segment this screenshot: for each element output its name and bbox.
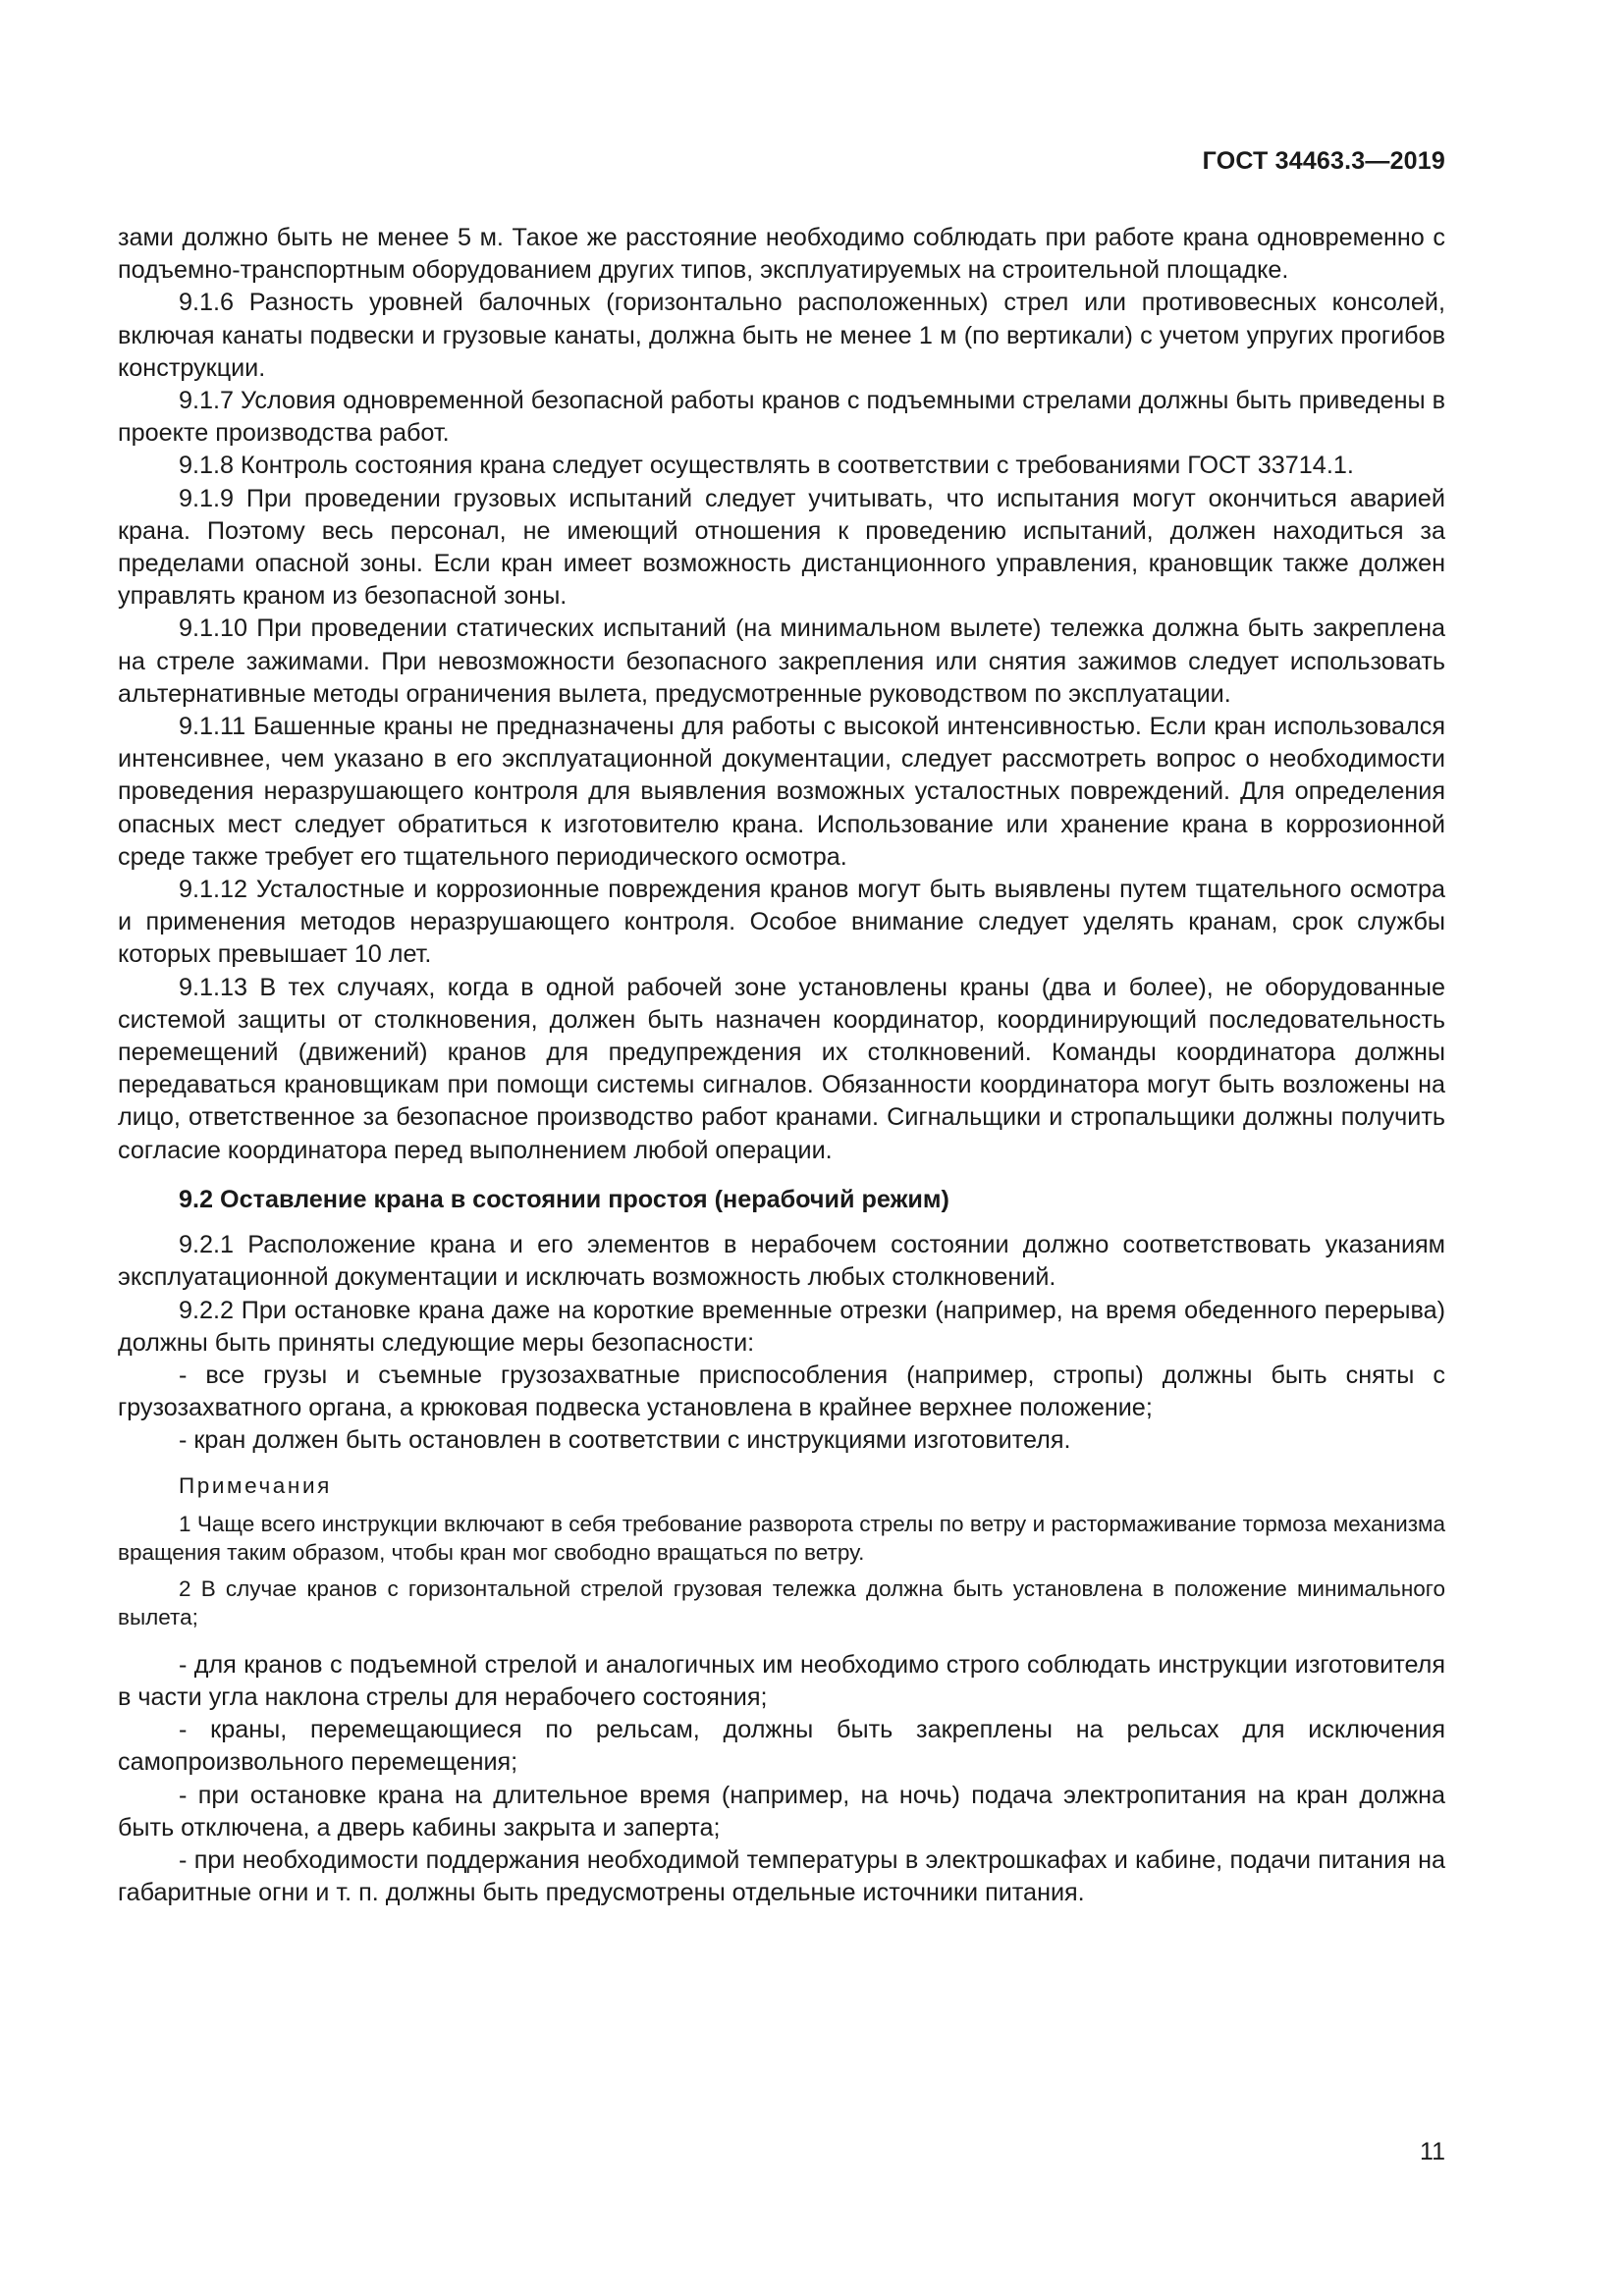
page-number: 11: [1420, 2138, 1445, 2165]
document-header: ГОСТ 34463.3—2019: [1202, 147, 1445, 175]
paragraph-9-2-2: 9.2.2 При остановке крана даже на короткие временные отрезки (например, на время обеденного перерыва) должны быть приняты следующие меры безопасности:: [118, 1296, 1445, 1357]
list-item: - все грузы и съемные грузозахватные приспособления (например, стропы) должны быть сняты с грузозахватного органа, а крюковая подвеска установлена в крайнее верхнее положение;: [118, 1361, 1445, 1422]
paragraph-9-1-8: 9.1.8 Контроль состояния крана следует осуществлять в соответствии с требованиями ГОСТ 33714.1.: [179, 452, 1354, 480]
paragraph-9-1-7: 9.1.7 Условия одновременной безопасной работы кранов с подъемными стрелами должны быть приведены в проекте производства работ.: [118, 387, 1445, 448]
list-item: - при необходимости поддержания необходимой температуры в электрошкафах и кабине, подачи питания на габаритные огни и т. п. должны быть предусмотрены отдельные источники питания.: [118, 1845, 1445, 1907]
page-body: [118, 222, 1445, 1909]
list-item: - при остановке крана на длительное время (например, на ночь) подача электропитания на кран должна быть отключена, а дверь кабины закрыта и заперта;: [118, 1781, 1445, 1842]
paragraph-9-1-6: 9.1.6 Разность уровней балочных (горизонтально расположенных) стрел или противовесных консолей, включая канаты подвески и грузовые канаты, должна быть не менее 1 м (по вертикали) с учетом упругих прогибов конструкции.: [118, 289, 1445, 382]
paragraph-9-1-10: 9.1.10 При проведении статических испытаний (на минимальном вылете) тележка должна быть закреплена на стреле зажимами. При невозможности безопасного закрепления или снятия зажимов следует использовать альтернативные методы ограничения вылета, предусмотренные руководством по эксплуатации.: [118, 614, 1445, 708]
paragraph-9-1-11: 9.1.11 Башенные краны не предназначены для работы с высокой интенсивностью. Если кран использовался интенсивнее, чем указано в его эксплуатационной документации, следует рассмотреть вопрос о необходимости проведения неразрушающего контроля для выявления возможных усталостных повреждений. Для определения опасных мест следует обратиться к изготовителю крана. Использование или хранение крана в коррозионной среде также требует его тщательного периодического осмотра.: [118, 713, 1445, 871]
list-item: - краны, перемещающиеся по рельсам, должны быть закреплены на рельсах для исключения самопроизвольного перемещения;: [118, 1716, 1445, 1777]
list-item: - для кранов с подъемной стрелой и аналогичных им необходимо строго соблюдать инструкции изготовителя в части угла наклона стрелы для нерабочего состояния;: [118, 1650, 1445, 1711]
spacer: [118, 1639, 1445, 1649]
paragraph-9-1-12: 9.1.12 Усталостные и коррозионные повреждения кранов могут быть выявлены путем тщательного осмотра и применения методов неразрушающего контроля. Особое внимание следует уделять кранам, срок службы которых превышает 10 лет.: [118, 876, 1445, 969]
note-2: 2 В случае кранов с горизонтальной стрелой грузовая тележка должна быть установлена в положение минимального вылета;: [118, 1575, 1445, 1629]
paragraph-9-1-13: 9.1.13 В тех случаях, когда в одной рабочей зоне установлены краны (два и более), не оборудованные системой защиты от столкновения, должен быть назначен координатор, координирующий последовательность перемещений (движений) кранов для предупреждения их столкновений. Команды координатора должны передаваться крановщикам при помощи системы сигналов. Обязанности координатора могут быть возложены на лицо, ответственное за безопасное производство работ кранами. Сигнальщики и стропальщики должны получить согласие координатора перед выполнением любой операции.: [118, 973, 1445, 1164]
list-item: - кран должен быть остановлен в соответствии с инструкциями изготовителя.: [179, 1426, 1071, 1455]
paragraph-9-2-1: 9.2.1 Расположение крана и его элементов в нерабочем состоянии должно соответствовать указаниям эксплуатационной документации и исключать возможность любых столкновений.: [118, 1231, 1445, 1292]
paragraph-9-1-9: 9.1.9 При проведении грузовых испытаний следует учитывать, что испытания могут окончиться аварией крана. Поэтому весь персонал, не имеющий отношения к проведению испытаний, должен находиться за пределами опасной зоны. Если кран имеет возможность дистанционного управления, крановщик также должен управлять краном из безопасной зоны.: [118, 484, 1445, 611]
section-heading-9-2: 9.2 Оставление крана в состоянии простоя (нерабочий режим): [179, 1185, 949, 1213]
paragraph-continuation: зами должно быть не менее 5 м. Такое же расстояние необходимо соблюдать при работе крана одновременно с подъемно-транспортным оборудованием других типов, эксплуатируемых на строительной площадке.: [118, 224, 1445, 285]
note-1: 1 Чаще всего инструкции включают в себя требование разворота стрелы по ветру и растормаживание тормоза механизма вращения таким образом, чтобы кран мог свободно вращаться по ветру.: [118, 1511, 1445, 1565]
notes-heading: Примечания: [179, 1472, 332, 1498]
